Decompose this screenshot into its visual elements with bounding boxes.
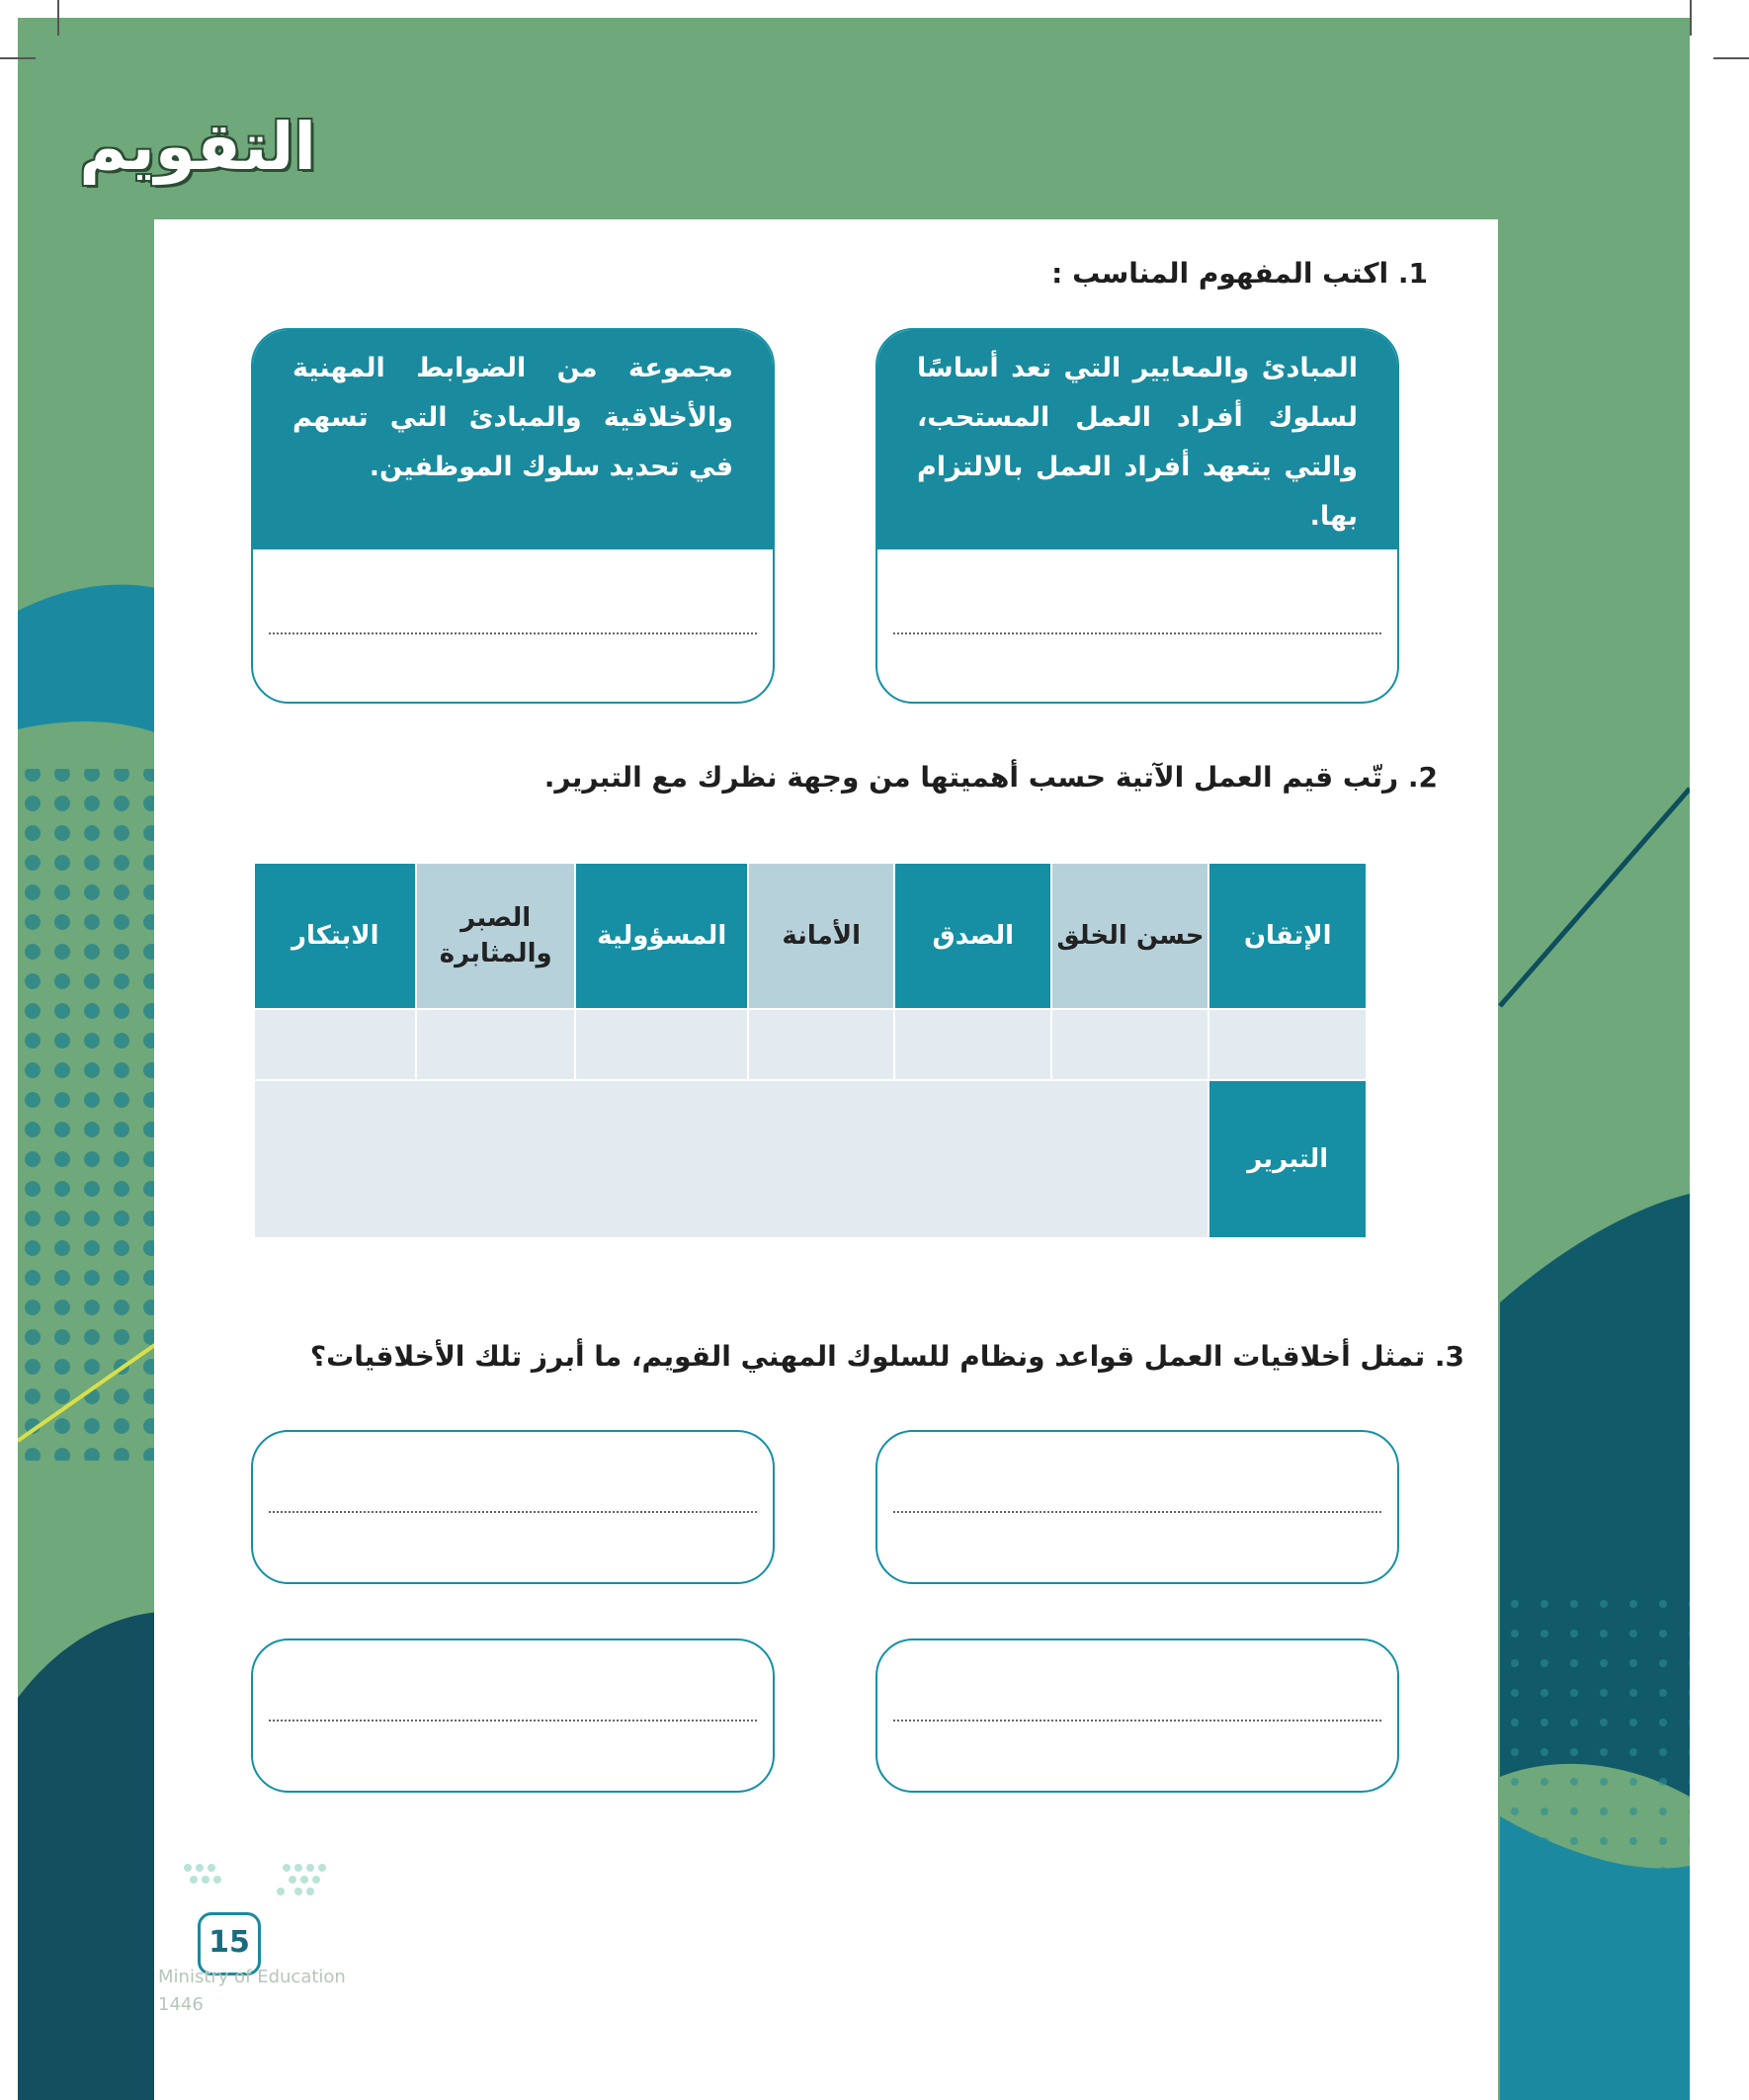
crop-mark: [1713, 57, 1749, 59]
question-1-prompt: 1. اكتب المفهوم المناسب :: [1051, 257, 1428, 290]
concept-card-2: [251, 328, 775, 704]
concept-definition: المبادئ والمعايير التي تعد أساسًا لسلوك أفراد العمل المستحب، والتي يتعهد أفراد العمل بالالتزام بها.: [877, 330, 1397, 549]
answer-box[interactable]: [251, 1638, 775, 1793]
answer-line: [893, 1720, 1381, 1722]
answer-box[interactable]: [251, 1430, 775, 1584]
value-header: الصبر والمثابرة: [416, 863, 574, 1009]
answer-line: [269, 1511, 757, 1513]
ministry-text: Ministry of Education: [158, 1967, 346, 1987]
page-number: 15: [198, 1912, 261, 1975]
justification-cell[interactable]: [254, 1080, 1208, 1238]
answer-line[interactable]: [893, 632, 1381, 634]
question-2-prompt: 2. رتّب قيم العمل الآتية حسب أهميتها من وجهة نظرك مع التبرير.: [543, 761, 1438, 794]
rank-cell[interactable]: [416, 1009, 574, 1080]
rank-cell[interactable]: [575, 1009, 749, 1080]
answer-line[interactable]: [269, 632, 757, 634]
value-header: المسؤولية: [575, 863, 749, 1009]
concept-definition: مجموعة من الضوابط المهنية والأخلاقية والمبادئ التي تسهم في تحديد سلوك الموظفين.: [253, 330, 773, 549]
rank-cell[interactable]: [894, 1009, 1051, 1080]
rank-cell[interactable]: [1208, 1009, 1367, 1080]
answer-line: [893, 1511, 1381, 1513]
justification-label: التبرير: [1208, 1080, 1367, 1238]
answer-box[interactable]: [875, 1430, 1399, 1584]
page-title: التقويم: [79, 109, 316, 185]
value-header: الأمانة: [748, 863, 894, 1009]
crop-mark: [0, 57, 36, 59]
value-header: حسن الخلق: [1051, 863, 1208, 1009]
rank-cell[interactable]: [1051, 1009, 1208, 1080]
value-header: الإتقان: [1208, 863, 1367, 1009]
values-ranking-table: [253, 862, 1368, 1239]
rank-cell[interactable]: [748, 1009, 894, 1080]
value-header: الابتكار: [254, 863, 416, 1009]
crop-mark: [1690, 0, 1692, 36]
answer-line: [269, 1720, 757, 1722]
answer-box[interactable]: [875, 1638, 1399, 1793]
ministry-logo-icon: [178, 1858, 356, 1917]
concept-card-1: [875, 328, 1399, 704]
rank-cell[interactable]: [254, 1009, 416, 1080]
value-header: الصدق: [894, 863, 1051, 1009]
crop-mark: [57, 0, 59, 36]
year-text: 1446: [158, 1994, 204, 2015]
question-3-prompt: 3. تمثل أخلاقيات العمل قواعد ونظام للسلوك المهني القويم، ما أبرز تلك الأخلاقيات؟: [309, 1340, 1464, 1373]
